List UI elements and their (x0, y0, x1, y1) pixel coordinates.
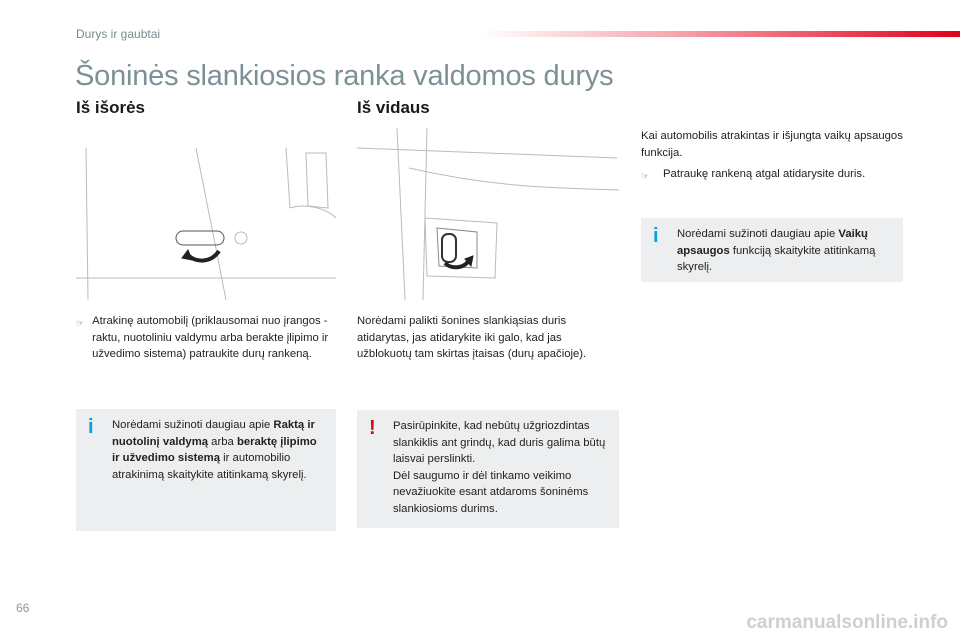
info-text: Norėdami sužinoti daugiau apie (677, 228, 839, 240)
bullet-pointer-icon: ☞ (641, 171, 650, 181)
inside-text: Norėdami palikti šonines slankiąsias duris atidarytas, jas atidarykite iki galo, kad jas užblokuotų tam skirtas įtaisas (durų apačioje). (357, 315, 587, 360)
page-title: Šoninės slankiosios ranka valdomos durys (75, 60, 614, 92)
heading-inside: Iš vidaus (357, 98, 430, 117)
header-accent-bar (480, 31, 960, 37)
warning-icon: ! (369, 417, 376, 439)
outside-instruction (76, 313, 336, 363)
info-icon: i (88, 416, 94, 438)
outside-door-illustration (76, 148, 336, 300)
info-bold-keyless: beraktę įlipimo ir užvedimo sistemą (112, 435, 317, 464)
inside-door-illustration (357, 128, 619, 300)
child-info-box (641, 218, 903, 282)
outside-info-box (76, 409, 336, 531)
info-bold-key: Raktą ir nuotolinį valdymą (112, 419, 315, 448)
watermark: carmanualsonline.info (746, 612, 948, 633)
info-text: funkciją skaitykite atitinkamą skyrelį. (677, 244, 876, 273)
info-text: arba (208, 435, 237, 448)
info-text: Norėdami sužinoti daugiau apie (112, 419, 274, 431)
page-number: 66 (16, 601, 30, 615)
info-icon: i (653, 225, 659, 247)
warning-text-2: Dėl saugumo ir dėl tinkamo veikimo nevažiuokite esant atdaroms šoninėms slankiosioms durims. (393, 469, 589, 515)
warning-text-1: Pasirūpinkite, kad nebūtų užgriozdintas slankiklis ant grindų, kad duris galima būtų laisvai perslinkti. (393, 420, 606, 465)
outside-bullet-text: Atrakinę automobilį (priklausomai nuo įrangos - raktu, nuotoliniu valdymu arba berakte įlipimo ir užvedimo sistema) patraukite durų rankeną. (92, 315, 329, 360)
info-text: ir automobilio atrakinimą skaitykite atitinkamą skyrelį. (112, 452, 307, 481)
info-bold-child-lock: Vaikų apsaugos (677, 228, 868, 257)
section-name: Durys ir gaubtai (76, 27, 161, 41)
child-lock-instruction (641, 166, 903, 185)
bullet-pointer-icon: ☞ (76, 318, 85, 328)
child-lock-intro: Kai automobilis atrakintas ir išjungta vaikų apsaugos funkcija. (641, 130, 903, 159)
heading-outside: Iš išorės (76, 98, 145, 117)
child-bullet-text: Patraukę rankeną atgal atidarysite duris. (663, 168, 866, 180)
inside-warning-box (357, 410, 619, 528)
